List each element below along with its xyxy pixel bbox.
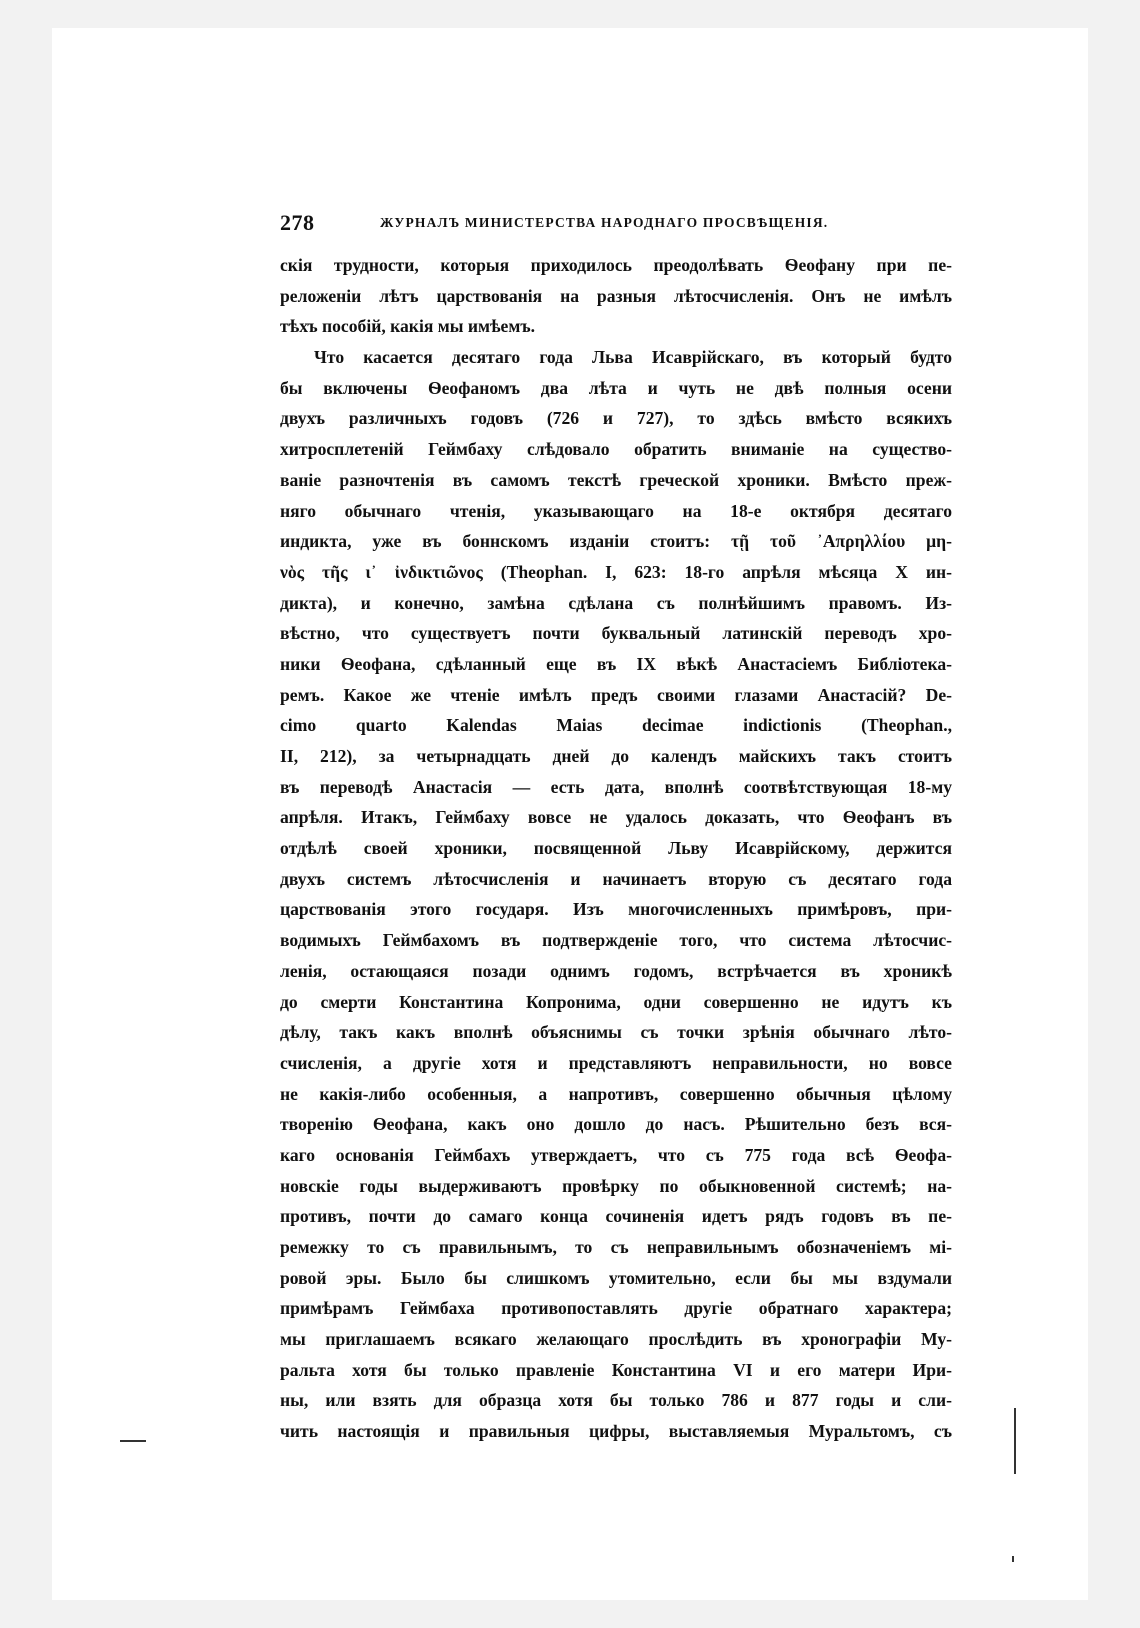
text-line: апрѣля. Итакъ, Геймбаху вовсе не удалось доказать, что Ѳеофанъ въ (280, 807, 952, 828)
text-line: двухъ различныхъ годовъ (726 и 727), то здѣсь вмѣсто всякихъ (280, 408, 952, 429)
text-line: царствованія этого государя. Изъ многочисленныхъ примѣровъ, при- (280, 899, 952, 920)
text-line: творенію Ѳеофана, какъ оно дошло до насъ. Рѣшительно безъ вся- (280, 1114, 952, 1135)
text-line: примѣрамъ Геймбаха противопоставлять другіе обратнаго характера; (280, 1298, 952, 1319)
scan-mark (120, 1440, 146, 1442)
body-text (280, 250, 952, 1447)
text-line: каго основанія Геймбахъ утверждаетъ, что съ 775 года всѣ Ѳеофа- (280, 1144, 952, 1165)
running-title: ЖУРНАЛЪ МИНИСТЕРСТВА НАРОДНАГО ПРОСВѢЩЕНІЯ. (380, 215, 829, 230)
page-number: 278 (280, 210, 315, 235)
scan-mark (1012, 1556, 1014, 1562)
text-line: чить настоящія и правильныя цифры, выставляемыя Муральтомъ, съ (280, 1421, 952, 1442)
text-line: ны, или взять для образца хотя бы только 786 и 877 годы и сли- (280, 1390, 952, 1411)
text-line: до смерти Константина Копронима, одни совершенно не идутъ къ (280, 991, 952, 1012)
text-line: индикта, уже въ боннскомъ изданіи стоитъ: τῇ τοῦ ᾿Απρηλλίου μη- (280, 531, 952, 552)
text-line: счисленія, а другіе хотя и представляютъ неправильности, но вовсе (280, 1052, 952, 1073)
text-line: хитросплетеній Геймбаху слѣдовало обратить вниманіе на существо- (280, 439, 952, 460)
text-line: вѣстно, что существуетъ почти буквальный латинскій переводъ хро- (280, 623, 952, 644)
text-line: тѣхъ пособій, какія мы имѣемъ. (280, 316, 535, 337)
text-line: дикта), и конечно, замѣна сдѣлана съ полнѣйшимъ правомъ. Из- (280, 592, 952, 613)
text-line: ровой эры. Было бы слишкомъ утомительно, если бы мы вздумали (280, 1267, 952, 1288)
text-line: новскіе годы выдерживаютъ провѣрку по обыкновенной системѣ; на- (280, 1175, 952, 1196)
text-line: мы приглашаемъ всякаго желающаго прослѣдить въ хронографіи Му- (280, 1329, 952, 1350)
text-line: νὸς τῆς ι᾿ ἰνδικτιῶνος (Theophan. I, 623: 18-го апрѣля мѣсяца X ин- (280, 561, 952, 582)
page-header (280, 210, 905, 240)
text-line: ники Ѳеофана, сдѣланный еще въ IX вѣкѣ Анастасіемъ Библіотека- (280, 653, 952, 674)
text-line: въ переводѣ Анастасія — есть дата, вполнѣ соотвѣтствующая 18-му (280, 776, 952, 797)
text-line: ремежку то съ правильнымъ, то съ неправильнымъ обозначеніемъ мі- (280, 1237, 952, 1257)
text-line: ленія, остающаяся позади однимъ годомъ, встрѣчается въ хроникѣ (280, 960, 952, 981)
text-line: противъ, почти до самаго конца сочиненія идетъ рядъ годовъ въ пе- (280, 1206, 952, 1227)
text-line: водимыхъ Геймбахомъ въ подтвержденіе того, что система лѣтосчис- (280, 930, 952, 951)
text-line: не какія-либо особенныя, а напротивъ, совершенно обычныя цѣлому (280, 1083, 952, 1104)
text-line: cimo quarto Kalendas Maias decimae indictionis (Theophan., (280, 715, 952, 736)
text-line: ремъ. Какое же чтеніе имѣлъ предъ своими глазами Анастасій? De- (280, 684, 952, 705)
text-line: ральта хотя бы только правленіе Константина VI и его матери Ири- (280, 1359, 952, 1380)
text-line: реложеніи лѣтъ царствованія на разныя лѣтосчисленія. Онъ не имѣлъ (280, 285, 952, 306)
text-line: Что касается десятаго года Льва Исаврійскаго, въ который будто (314, 347, 952, 368)
text-line: бы включены Ѳеофаномъ два лѣта и чуть не двѣ полныя осени (280, 377, 952, 398)
text-line: двухъ системъ лѣтосчисленія и начинаетъ вторую съ десятаго года (280, 868, 952, 889)
scan-mark (1014, 1408, 1016, 1474)
text-line: дѣлу, такъ какъ вполнѣ объяснимы съ точки зрѣнія обычнаго лѣто- (280, 1022, 952, 1043)
text-line: II, 212), за четырнадцать дней до календъ майскихъ такъ стоитъ (280, 746, 952, 766)
text-line: скія трудности, которыя приходилось преодолѣвать Ѳеофану при пе- (280, 255, 952, 275)
text-line: отдѣлѣ своей хроники, посвященной Льву Исаврійскому, держится (280, 838, 952, 859)
text-line: няго обычнаго чтенія, указывающаго на 18-е октября десятаго (280, 500, 952, 521)
text-line: ваніе разночтенія въ самомъ текстѣ греческой хроники. Вмѣсто преж- (280, 469, 952, 490)
